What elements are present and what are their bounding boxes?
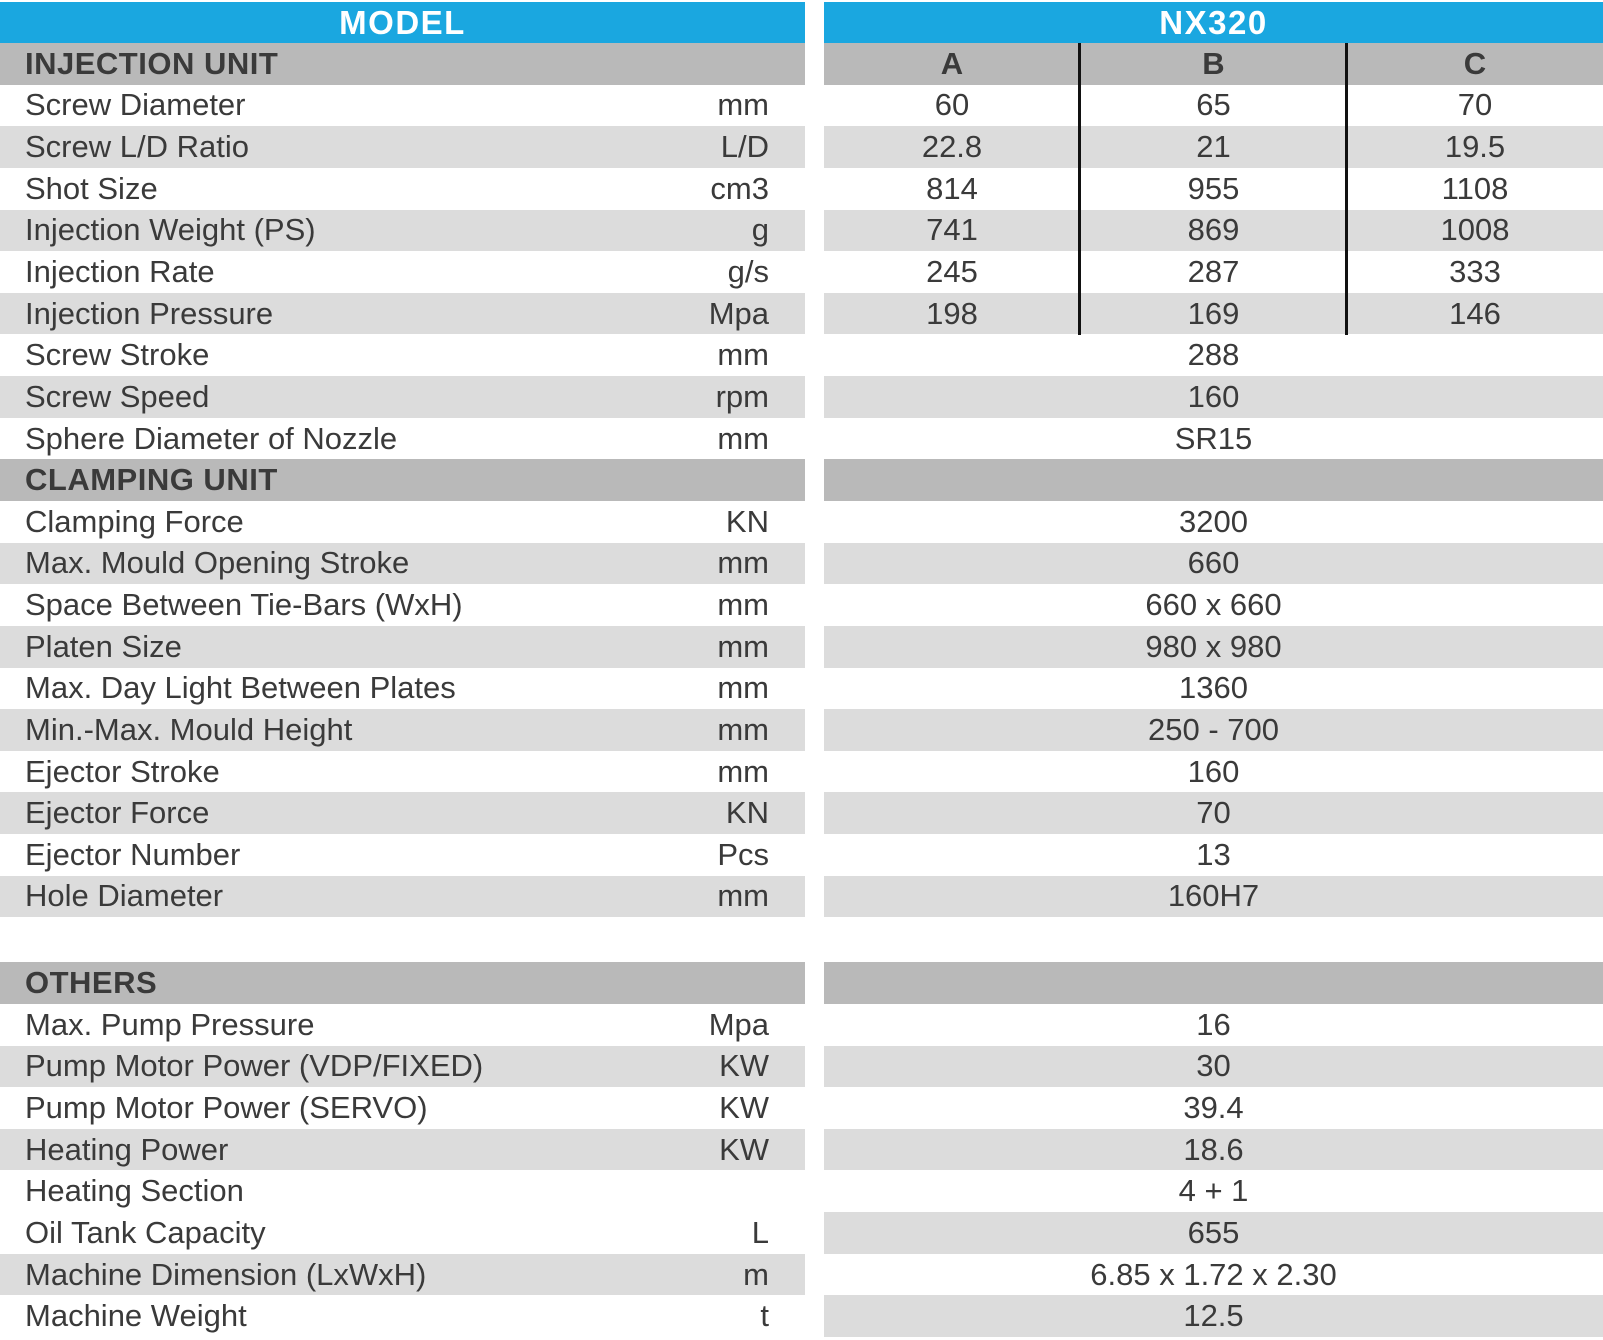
param-row — [0, 543, 805, 585]
param-unit: L — [751, 1214, 769, 1250]
param-row — [0, 1129, 805, 1171]
section-band — [824, 459, 1603, 501]
param-value: 146 — [1347, 293, 1603, 335]
param-value: 814 — [824, 168, 1080, 210]
param-label: Ejector Number — [25, 836, 241, 872]
section-title: INJECTION UNIT — [0, 43, 805, 85]
param-unit: mm — [717, 711, 769, 747]
param-value: 4 + 1 — [824, 1170, 1603, 1212]
param-value: 288 — [824, 334, 1603, 376]
param-row — [0, 1254, 805, 1296]
param-label: Clamping Force — [25, 503, 244, 539]
param-unit: Pcs — [717, 836, 769, 872]
param-unit: Mpa — [708, 1006, 769, 1042]
param-value: 6.85 x 1.72 x 2.30 — [824, 1254, 1603, 1296]
param-row — [0, 1295, 805, 1337]
param-value: 12.5 — [824, 1295, 1603, 1337]
column-divider-line-ab — [1078, 43, 1081, 335]
param-label: Max. Day Light Between Plates — [25, 670, 456, 706]
param-value: 22.8 — [824, 126, 1080, 168]
param-label: Oil Tank Capacity — [25, 1214, 266, 1250]
column-header-b: B — [1080, 43, 1347, 85]
param-label: Space Between Tie-Bars (WxH) — [25, 587, 463, 623]
param-row — [0, 1087, 805, 1129]
param-label: Injection Rate — [25, 253, 215, 289]
param-label: Pump Motor Power (VDP/FIXED) — [25, 1048, 484, 1084]
column-header-a: A — [824, 43, 1080, 85]
param-value: 869 — [1080, 210, 1347, 252]
param-unit: KN — [725, 795, 769, 831]
param-row — [0, 1212, 805, 1254]
param-row — [0, 376, 805, 418]
param-row — [0, 709, 805, 751]
param-label: Platen Size — [25, 628, 182, 664]
param-value: 60 — [824, 85, 1080, 127]
param-label: Screw Speed — [25, 378, 210, 414]
param-value: 160 — [824, 751, 1603, 793]
param-unit: cm3 — [710, 170, 769, 206]
param-unit: mm — [717, 420, 769, 456]
param-value: 3200 — [824, 501, 1603, 543]
param-value: 21 — [1080, 126, 1347, 168]
param-unit: mm — [717, 670, 769, 706]
param-value: 1360 — [824, 668, 1603, 710]
param-row — [0, 751, 805, 793]
param-value: 198 — [824, 293, 1080, 335]
param-unit: mm — [717, 545, 769, 581]
param-unit: mm — [717, 628, 769, 664]
param-unit: m — [743, 1256, 769, 1292]
param-value: 30 — [824, 1046, 1603, 1088]
param-value: 287 — [1080, 251, 1347, 293]
param-row — [0, 85, 805, 127]
param-unit: mm — [717, 587, 769, 623]
param-row — [0, 626, 805, 668]
param-unit: KW — [719, 1131, 769, 1167]
param-unit: mm — [717, 87, 769, 123]
param-unit: g/s — [727, 253, 769, 289]
param-value: 39.4 — [824, 1087, 1603, 1129]
param-label: Max. Mould Opening Stroke — [25, 545, 410, 581]
param-value: 19.5 — [1347, 126, 1603, 168]
param-value: 70 — [1347, 85, 1603, 127]
param-unit: KW — [719, 1048, 769, 1084]
model-name-header: NX320 — [824, 2, 1603, 43]
column-header-c: C — [1347, 43, 1603, 85]
section-band — [824, 962, 1603, 1004]
param-label: Injection Pressure — [25, 295, 274, 331]
param-label: Heating Section — [25, 1173, 244, 1209]
param-label: Ejector Force — [25, 795, 210, 831]
param-value: 245 — [824, 251, 1080, 293]
param-label: Max. Pump Pressure — [25, 1006, 315, 1042]
model-header: MODEL — [0, 2, 805, 43]
param-value: 70 — [824, 792, 1603, 834]
param-value: 655 — [824, 1212, 1603, 1254]
param-unit: KN — [725, 503, 769, 539]
param-label: Shot Size — [25, 170, 158, 206]
spec-grid — [0, 2, 1603, 1337]
param-unit: mm — [717, 878, 769, 914]
param-value: 980 x 980 — [824, 626, 1603, 668]
column-divider-line-bc — [1345, 43, 1348, 335]
param-value: 160H7 — [824, 876, 1603, 918]
param-unit: g — [751, 212, 769, 248]
param-label: Machine Dimension (LxWxH) — [25, 1256, 427, 1292]
param-unit: L/D — [720, 129, 769, 165]
param-row — [0, 168, 805, 210]
param-label: Hole Diameter — [25, 878, 224, 914]
section-title: CLAMPING UNIT — [0, 459, 805, 501]
param-row — [0, 834, 805, 876]
param-row — [0, 293, 805, 335]
param-label: Ejector Stroke — [25, 753, 220, 789]
param-value: 13 — [824, 834, 1603, 876]
param-row — [0, 251, 805, 293]
param-value: 333 — [1347, 251, 1603, 293]
param-label: Screw L/D Ratio — [25, 129, 249, 165]
param-unit: KW — [719, 1090, 769, 1125]
param-unit: mm — [717, 753, 769, 789]
param-unit: mm — [717, 337, 769, 373]
param-label: Pump Motor Power (SERVO) — [25, 1090, 428, 1125]
section-title: OTHERS — [0, 962, 805, 1004]
param-value: 955 — [1080, 168, 1347, 210]
param-row — [0, 1170, 805, 1212]
param-unit: Mpa — [708, 295, 769, 331]
param-value: 169 — [1080, 293, 1347, 335]
param-row — [0, 210, 805, 252]
param-value: 250 - 700 — [824, 709, 1603, 751]
param-row — [0, 126, 805, 168]
param-value: 1108 — [1347, 168, 1603, 210]
param-label: Sphere Diameter of Nozzle — [25, 420, 398, 456]
param-row — [0, 1004, 805, 1046]
param-row — [0, 1046, 805, 1088]
param-row — [0, 501, 805, 543]
param-label: Min.-Max. Mould Height — [25, 711, 353, 747]
param-row — [0, 792, 805, 834]
param-row — [0, 418, 805, 460]
param-unit: rpm — [715, 378, 769, 414]
param-row — [0, 876, 805, 918]
param-value: 1008 — [1347, 210, 1603, 252]
param-value: 18.6 — [824, 1129, 1603, 1171]
param-label: Injection Weight (PS) — [25, 212, 316, 248]
param-value: 741 — [824, 210, 1080, 252]
param-value: 660 x 660 — [824, 584, 1603, 626]
param-label: Screw Diameter — [25, 87, 246, 123]
param-label: Heating Power — [25, 1131, 229, 1167]
param-row — [0, 584, 805, 626]
param-label: Screw Stroke — [25, 337, 210, 373]
param-label: Machine Weight — [25, 1298, 247, 1334]
param-row — [0, 334, 805, 376]
param-value: 660 — [824, 543, 1603, 585]
param-value: SR15 — [824, 418, 1603, 460]
param-value: 65 — [1080, 85, 1347, 127]
param-unit: t — [760, 1298, 769, 1334]
param-value: 160 — [824, 376, 1603, 418]
param-value: 16 — [824, 1004, 1603, 1046]
param-row — [0, 668, 805, 710]
